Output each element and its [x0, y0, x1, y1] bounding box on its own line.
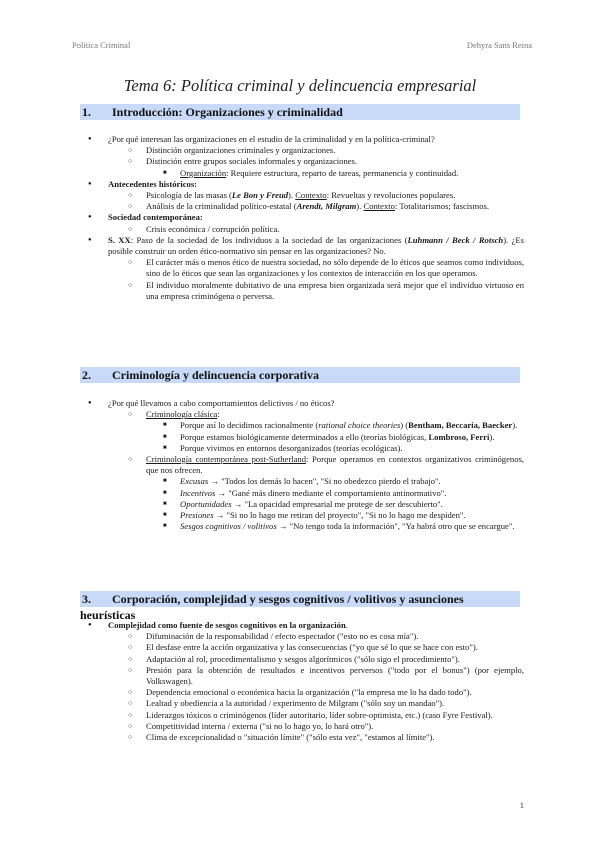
section-number: 2. — [82, 368, 91, 382]
list-item: ■ Presiones → "Si no lo hago me retiran del proyecto", "Si no lo hago me despiden". — [0, 510, 600, 521]
list-item: ● ¿Por qué interesan las organizaciones en el estudio de la criminalidad y en la política-criminal? — [0, 134, 600, 145]
section-title: Criminología y delincuencia corporativa — [112, 368, 319, 382]
section-number: 1. — [82, 105, 91, 119]
section-3-body — [0, 620, 600, 743]
list-item: ○ Adaptación al rol, procedimentalismo y sesgos algorítmicos ("sólo sigo el procedimiento"). — [0, 654, 600, 665]
list-item: ○ Difuminación de la responsabilidad / efecto espectador ("esto no es cosa mía"). — [0, 631, 600, 642]
list-item: ○ El individuo moralmente dubitativo de una empresa bien organizada será mejor que el individuo virtuoso en una empresa criminógena o perversa. — [0, 280, 600, 302]
list-item: ● S. XX: Paso de la sociedad de los individuos a la sociedad de las organizaciones (Luhmann / Beck / Rotsch). ¿Es posible construir un orden ético-normativo sin pensar en las organizaciones? No. — [0, 235, 600, 257]
section-1-body — [0, 134, 600, 302]
list-item: ● Sociedad contemporánea: — [0, 212, 600, 223]
list-item: ■ Oportunidades → "La opacidad empresarial me protege de ser descubierto". — [0, 499, 600, 510]
list-item: ○ Clima de excepcionalidad o "situación límite" ("sólo esta vez", "estamos al límite"). — [0, 732, 600, 743]
section-heading-1 — [80, 104, 520, 120]
list-item: ○ Criminología contemporánea post-Sutherland: Porque operamos en contextos organizativos criminógenos, que nos ofrecen. — [0, 454, 600, 476]
section-2-body — [0, 398, 600, 532]
list-item: ● Antecedentes históricos: — [0, 179, 600, 190]
list-item: ■ Organización: Requiere estructura, reparto de tareas, permanencia y continuidad. — [0, 168, 600, 179]
list-item: ● ¿Por qué llevamos a cabo comportamientos delictivos / no éticos? — [0, 398, 600, 409]
list-item: ● Complejidad como fuente de sesgos cognitivos en la organización. — [0, 620, 600, 631]
list-item: ■ Porque estamos biológicamente determinados a ello (teorías biológicas, Lombroso, Ferri). — [0, 432, 600, 443]
list-item: ○ Lealtad y obediencia a la autoridad / experimento de Milgram ("sólo soy un mandao"). — [0, 698, 600, 709]
list-item: ○ Presión para la obtención de resultados e incentivos perversos ("todo por el bonus") (por ejemplo, Volkswagen). — [0, 665, 600, 687]
list-item: ○ El desfase entre la acción organizativa y las consecuencias ("yo que sé lo que se hace con esto"). — [0, 642, 600, 653]
list-item: ○ Criminología clásica: — [0, 409, 600, 420]
section-heading-3 — [80, 591, 520, 622]
list-item: ■ Excusas → "Todos los demás lo hacen", "Si no obedezco pierdo el trabajo". — [0, 476, 600, 487]
list-item: ○ El carácter más o menos ético de nuestra sociedad, no sólo depende de lo éticos que seamos como individuos, sino de lo éticos que sean las organizaciones y los contextos de interacción en los que operamos. — [0, 257, 600, 279]
list-item: ■ Porque así lo decidimos racionalmente (rational choice theories) (Bentham, Beccaria, Baecker). — [0, 420, 600, 431]
running-header-left: Política Criminal — [72, 40, 131, 50]
section-title: Introducción: Organizaciones y criminalidad — [112, 105, 343, 119]
list-item: ○ Competitividad interna / externa ("si no lo hago yo, lo hará otro"). — [0, 721, 600, 732]
list-item: ■ Porque vivimos en entornos desorganizados (teorías ecológicas). — [0, 443, 600, 454]
list-item: ○ Liderazgos tóxicos o criminógenos (líder autoritario, líder sobre-optimista, etc.) (caso Fyre Festival). — [0, 710, 600, 721]
page-title: Tema 6: Política criminal y delincuencia empresarial — [123, 76, 477, 95]
list-item: ○ Análisis de la criminalidad político-estatal (Arendt, Milgram). Contexto: Totalitarismos; fascismos. — [0, 201, 600, 212]
list-item: ■ Sesgos cognitivos / volitivos → "No tengo toda la información", "Ya habrá otro que se encargue". — [0, 521, 600, 532]
section-heading-2 — [80, 367, 520, 383]
section-title: Corporación, complejidad y sesgos cognitivos / volitivos y asunciones heurísticas — [80, 592, 464, 622]
section-number: 3. — [82, 592, 91, 606]
list-item: ○ Distinción entre grupos sociales informales y organizaciones. — [0, 156, 600, 167]
list-item: ○ Distinción organizaciones criminales y organizaciones. — [0, 145, 600, 156]
running-header-right: Dehyra Sans Reina — [466, 40, 532, 50]
page-number: 1 — [519, 800, 524, 810]
list-item: ○ Dependencia emocional o económica hacia la organización ("la empresa me lo ha dado todo"). — [0, 687, 600, 698]
list-item: ○ Psicología de las masas (Le Bon y Freud). Contexto: Revueltas y revoluciones populares. — [0, 190, 600, 201]
list-item: ■ Incentivos → "Gané más dinero mediante el comportamiento antinormativo". — [0, 488, 600, 499]
list-item: ○ Crisis económica / corrupción política. — [0, 224, 600, 235]
